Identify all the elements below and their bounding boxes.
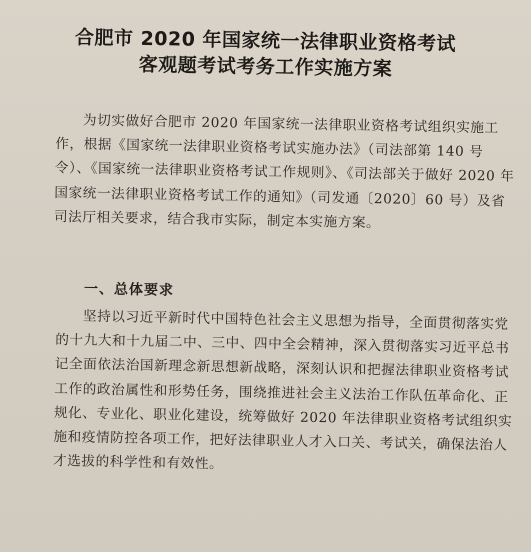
document-title-line-2: 客观题考试考务工作实施方案 xyxy=(138,53,393,81)
section-heading-general-requirements: 一、总体要求 xyxy=(83,281,175,299)
general-requirements-paragraph: 坚持以习近平新时代中国特色社会主义思想为指导，全面贯彻落实党的十九大和十九届二中、三中、四中全会精神，深入贯彻落实习近平总书记全面依法治国新理念新思想新战略，深刻认识和把握法律职业资格考试工作的政治属性和形势任务，围绕推进社会主义法治工作队伍革命化、正规化、专业化、职业化建设，统筹做好 2020 年法律职业资格考试组织实施和疫情防控各项工作，把好法律职业人才入口关、考试关，确保法治人才选拔的科学性和有效性。 xyxy=(52,308,513,473)
document-title-line-1: 合肥市 2020 年国家统一法律职业资格考试 xyxy=(74,26,457,56)
intro-paragraph: 为切实做好合肥市 2020 年国家统一法律职业资格考试组织实施工作，根据《国家统一法律职业资格考试实施办法》（司法部第 140 号令）、《国家统一法律职业资格考试工作规则》、《司法部关于做好 2020 年国家统一法律职业资格考试工作的通知》（司发通〔2020〕60 号）及省司法厅相关要求，结合我市实际，制定本实施方案。 xyxy=(53,112,515,232)
